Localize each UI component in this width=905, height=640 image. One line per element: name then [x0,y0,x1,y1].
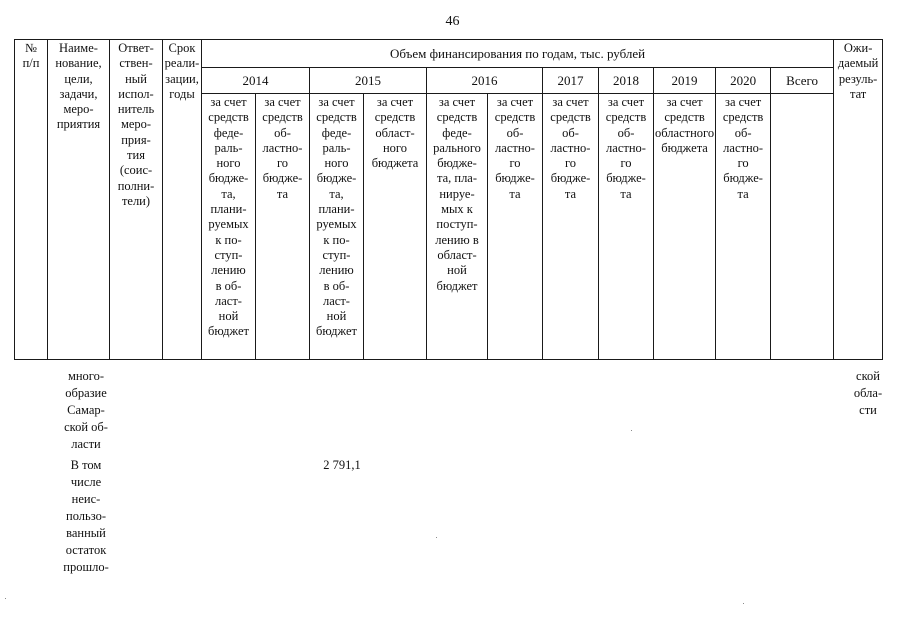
year-2020: 2020 [716,68,771,94]
text-line: Срок [168,41,196,55]
text-line: средств [664,110,705,125]
text-line: резуль- [838,71,878,86]
col-term-header [163,40,202,360]
text-line: областного [655,125,715,140]
text-line: об- [617,125,635,140]
text-line: В том [70,458,102,472]
unused-balance-label [47,457,125,576]
text-line: за счет [210,95,247,109]
text-line: пользо- [66,509,106,523]
text-line: бюдже- [606,171,646,186]
text-line: ного [324,156,349,171]
text-line: ластно- [606,140,646,155]
federal-budget-2015-header [310,94,364,360]
regional-budget-2019-header [654,94,716,360]
text-line: лению [211,263,246,278]
expected-result-fragment [836,368,900,419]
text-line: нование, [55,56,102,71]
scan-speck [631,430,632,431]
text-line: остаток [65,543,107,557]
text-line: плани- [318,202,355,217]
text-line: средств [262,110,303,125]
text-line: го [276,156,289,171]
text-line: меро- [63,102,94,117]
year-2018: 2018 [599,68,654,94]
text-line: бюджета [661,140,708,155]
measure-name-fragment [47,368,125,453]
scan-speck [5,598,6,599]
year-2015: 2015 [310,68,427,94]
text-line: руемых [316,217,357,232]
text-line: № [25,41,37,55]
text-line: образие [65,386,107,400]
text-line: бюдже- [495,171,535,186]
text-line: тат [849,86,867,101]
text-line: ной [326,309,347,324]
year-2016: 2016 [427,68,543,94]
col-name-header [48,40,110,360]
text-line: феде- [442,125,472,140]
value-2015-federal: 2 791,1 [323,458,361,472]
text-line: бюджет [316,324,357,339]
text-line: испол- [118,86,154,101]
col-expected-result-header [834,40,883,360]
col-number-header [15,40,48,360]
scan-speck [436,537,437,538]
text-line: об- [274,125,291,140]
text-line: приятия [56,117,101,132]
text-line: поступ- [436,217,478,232]
total-header: Всего [771,68,834,94]
text-line: та, [221,186,236,201]
text-line: за счет [552,95,589,109]
regional-budget-2020-header [716,94,771,360]
text-line: за счет [607,95,645,109]
text-line: бюджета [371,156,419,171]
total-subheader-empty [771,94,834,360]
text-line: лению в [435,232,479,247]
text-line: средств [208,110,249,125]
text-line: плани- [210,202,247,217]
col-responsible-header [110,40,163,360]
text-line: полни- [117,178,155,193]
text-line: тели) [121,193,151,208]
text-line: средств [436,110,478,125]
text-line: раль- [214,140,243,155]
text-line: ской об- [64,420,108,434]
text-line: бюдже- [437,156,477,171]
funding-header-table [14,39,883,360]
text-line: за счет [725,95,762,109]
text-line: та [737,186,749,201]
text-line: обла- [853,386,883,400]
text-line: за счет [376,95,414,109]
text-line: бюдже- [316,171,357,186]
text-line: област- [437,247,477,262]
text-line: за счет [264,95,301,109]
text-line: ской [856,369,880,383]
text-line: Ответ- [118,41,154,55]
text-line: об- [506,125,524,140]
text-line: к по- [323,232,350,247]
text-line: годы [169,86,195,101]
text-line: Наиме- [59,41,98,55]
text-line: бюдже- [550,171,591,186]
text-line: к по- [215,232,242,247]
text-line: ласти [71,437,101,451]
text-line: феде- [213,125,244,140]
text-line: ласт- [323,293,350,308]
text-line: го [737,156,749,171]
text-line: (соис- [119,163,153,178]
text-line: сти [859,403,877,417]
text-line: в об- [215,278,242,293]
text-line: меро- [120,117,152,132]
text-line: ластно- [550,140,591,155]
scan-speck [743,603,744,604]
text-line: зации, [165,71,199,86]
text-line: бюдже- [723,171,763,186]
text-line: в об- [323,278,350,293]
text-line: числе [70,475,102,489]
regional-budget-2016-header [488,94,543,360]
text-line: задачи, [59,86,98,101]
text-line: ластно- [495,140,535,155]
funding-title: Объем финансирования по годам, тыс. рублей [202,40,834,68]
text-line: мых к [441,202,473,217]
text-line: феде- [321,125,352,140]
text-line: нитель [117,102,155,117]
text-line: та [276,186,289,201]
text-line: об- [562,125,579,140]
regional-budget-2015-header [364,94,427,360]
text-line: реали- [164,56,200,71]
text-line: ласт- [215,293,242,308]
text-line: го [564,156,577,171]
text-line: за счет [496,95,534,109]
regional-budget-2014-header [256,94,310,360]
text-line: п/п [22,56,40,71]
federal-budget-2014-header [202,94,256,360]
text-line: нируе- [439,186,475,201]
text-line: го [620,156,632,171]
text-line: та, [329,186,344,201]
text-line: бюдже- [262,171,303,186]
text-line: за счет [438,95,476,109]
year-2014: 2014 [202,68,310,94]
year-2019: 2019 [654,68,716,94]
text-line: прошло- [63,560,109,574]
text-line: средств [550,110,591,125]
text-line: Самар- [67,403,105,417]
text-line: ного [382,140,407,155]
text-line: много- [67,369,105,383]
text-line: средств [722,110,764,125]
text-line: област- [375,125,415,140]
text-line: ластно- [723,140,764,155]
text-line: раль- [322,140,351,155]
text-line: ной [447,263,467,278]
text-line: Ожи- [843,41,873,55]
text-line: та [509,186,521,201]
federal-budget-2016-header [427,94,488,360]
text-line: руемых [208,217,249,232]
text-line: неис- [71,492,101,506]
text-line: прия- [121,132,151,147]
text-line: ступ- [214,247,243,262]
year-2017: 2017 [543,68,599,94]
text-line: ный [125,71,147,86]
text-line: бюдже- [208,171,249,186]
text-line: бюджет [436,278,478,293]
text-line: бюджет [208,324,249,339]
text-line: ванный [66,526,106,540]
regional-budget-2018-header [599,94,654,360]
regional-budget-2017-header [543,94,599,360]
text-line: средств [605,110,647,125]
text-line: та [564,186,577,201]
text-line: та [620,186,632,201]
text-line: тия [127,148,145,163]
text-line: ластно- [262,140,303,155]
text-line: лению [319,263,354,278]
text-line: средств [316,110,357,125]
text-line: ступ- [322,247,351,262]
text-line: за счет [666,95,703,109]
text-line: даемый [837,56,879,71]
text-line: средств [374,110,416,125]
text-line: за счет [318,95,355,109]
text-line: ствен- [119,56,153,71]
text-line: та, пла- [436,171,478,186]
text-line: ной [218,309,239,324]
text-line: го [509,156,521,171]
text-line: об- [734,125,752,140]
text-line: средств [494,110,536,125]
text-line: рального [433,140,481,155]
page-number: 46 [445,14,460,29]
text-line: цели, [64,71,93,86]
text-line: ного [216,156,241,171]
